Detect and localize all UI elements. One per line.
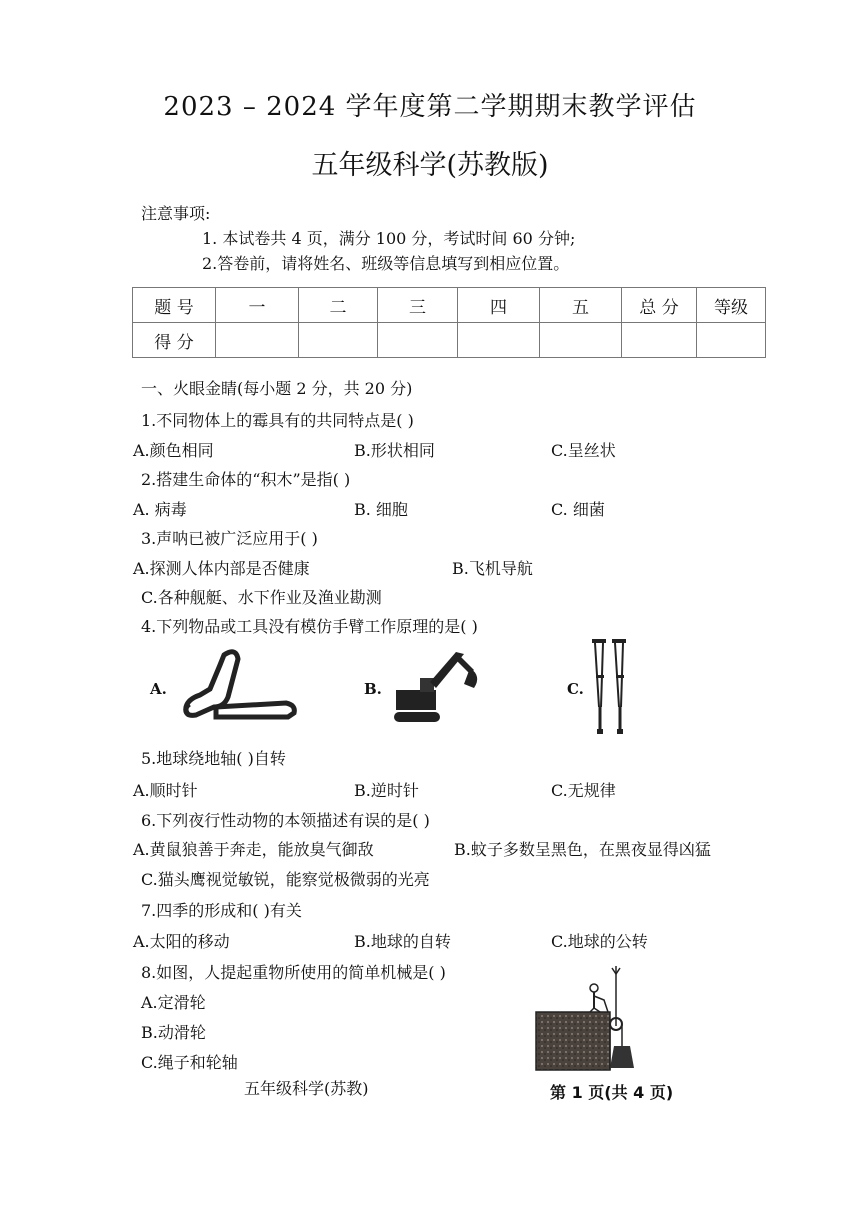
q3-stem: 3.声呐已被广泛应用于( ) [141,529,318,548]
q8-option-b: B.动滑轮 [141,1023,206,1042]
score-table [132,287,766,358]
q1-option-a: A.颜色相同 [133,441,214,460]
score-cell [622,323,697,358]
q3-option-c: C.各种舰艇、水下作业及渔业勘测 [141,588,382,607]
score-header-cell: 题 号 [133,288,216,323]
score-header-cell: 总 分 [622,288,697,323]
exam-title: 2023 – 2024 学年度第二学期期末教学评估 [163,92,697,122]
crutches-picture [590,637,630,737]
note-item-1: 1. 本试卷共 4 页，满分 100 分，考试时间 60 分钟; [202,229,576,248]
score-row-label: 得 分 [133,323,216,358]
score-cell [458,323,540,358]
q8-stem: 8.如图，人提起重物所使用的简单机械是( ) [141,963,446,982]
q2-stem: 2.搭建生命体的“积木”是指( ) [141,470,351,489]
footer-course: 五年级科学(苏教) [244,1079,369,1098]
q6-option-c: C.猫头鹰视觉敏锐，能察觉极微弱的光亮 [141,870,430,889]
score-header-cell: 四 [458,288,540,323]
q5-option-a: A.顺时针 [133,781,198,800]
q4-option-b: B. [364,680,382,698]
q2-option-c: C. 细菌 [551,500,605,519]
q8-option-c: C.绳子和轮轴 [141,1053,238,1072]
q6-option-a: A.黄鼠狼善于奔走，能放臭气御敌 [133,840,374,859]
q5-option-b: B.逆时针 [354,781,419,800]
score-cell [378,323,458,358]
q7-option-b: B.地球的自转 [354,932,451,951]
q8-option-a: A.定滑轮 [141,993,206,1012]
note-item-2: 2.答卷前，请将姓名、班级等信息填写到相应位置。 [202,254,570,273]
score-cell [540,323,622,358]
exam-subtitle: 五年级科学(苏教版) [311,150,549,181]
q4-option-a: A. [150,680,167,698]
notes-label: 注意事项: [141,204,211,223]
score-cell [697,323,766,358]
q5-option-c: C.无规律 [551,781,616,800]
q7-option-a: A.太阳的移动 [133,932,230,951]
q6-stem: 6.下列夜行性动物的本领描述有误的是( ) [141,811,430,830]
q3-option-a: A.探测人体内部是否健康 [133,559,310,578]
pulley-picture [528,966,674,1074]
q4-option-c: C. [567,680,584,698]
q4-stem: 4.下列物品或工具没有模仿手臂工作原理的是( ) [141,617,478,636]
q2-option-a: A. 病毒 [133,500,187,519]
score-cell [216,323,299,358]
q7-stem: 7.四季的形成和( )有关 [141,901,302,920]
q7-option-c: C.地球的公转 [551,932,648,951]
section-1-title: 一、火眼金睛(每小题 2 分，共 20 分) [141,379,413,398]
score-header-cell: 三 [378,288,458,323]
q1-option-b: B.形状相同 [354,441,435,460]
score-table-header-row [133,288,766,323]
score-table-score-row [133,323,766,358]
score-header-cell: 一 [216,288,299,323]
q5-stem: 5.地球绕地轴( )自转 [141,749,286,768]
score-cell [299,323,378,358]
score-header-cell: 二 [299,288,378,323]
excavator-picture [386,640,486,730]
q1-option-c: C.呈丝状 [551,441,616,460]
q2-option-b: B. 细胞 [354,500,408,519]
prosthetic-arm-picture [176,645,301,725]
footer-page-number: 第 1 页(共 4 页) [550,1083,674,1102]
q6-option-b: B.蚊子多数呈黑色，在黑夜显得凶猛 [454,840,711,859]
q1-stem: 1.不同物体上的霉具有的共同特点是( ) [141,411,414,430]
q3-option-b: B.飞机导航 [452,559,533,578]
score-header-cell: 五 [540,288,622,323]
score-header-cell: 等级 [697,288,766,323]
